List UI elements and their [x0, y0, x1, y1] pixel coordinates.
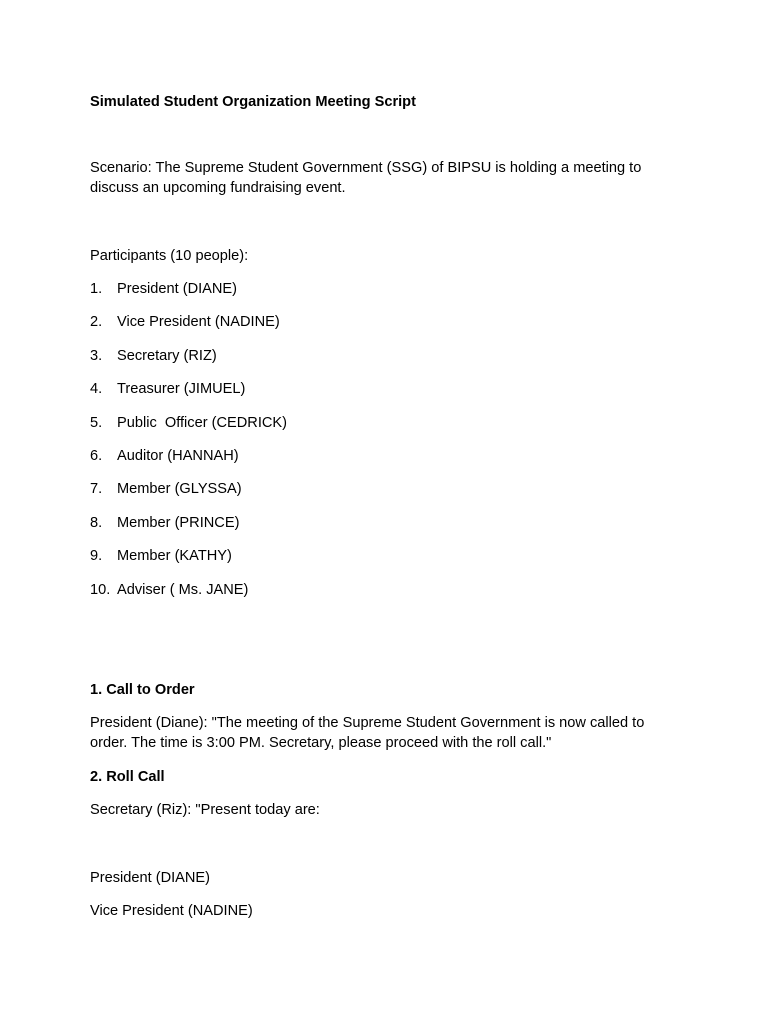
list-item: [90, 413, 287, 446]
participant-name: Auditor (HANNAH): [117, 447, 239, 464]
call-to-order-paragraph: President (Diane): "The meeting of the Supreme Student Government is now called to order. The time is 3:00 PM. Secretary, please proceed with the roll call.": [90, 715, 645, 751]
list-item: [90, 446, 287, 479]
present-member: President (DIANE): [90, 870, 211, 886]
section-heading-roll-call: 2. Roll Call: [90, 769, 165, 785]
list-item: [90, 379, 287, 412]
list-item: [90, 513, 287, 546]
participant-name: Adviser ( Ms. JANE): [117, 581, 249, 598]
list-number: 9.: [90, 548, 103, 565]
section-heading-call-to-order: 1. Call to Order: [90, 682, 195, 698]
participants-label: Participants (10 people):: [90, 248, 249, 264]
list-number: 8.: [90, 514, 103, 531]
scenario-paragraph: Scenario: The Supreme Student Government (SSG) of BIPSU is holding a meeting to discuss an upcoming fundraising event.: [90, 160, 642, 196]
list-number: 2.: [90, 314, 103, 331]
participant-name: Secretary (RIZ): [117, 347, 217, 364]
participant-name: Member (GLYSSA): [117, 481, 242, 498]
participant-name: President (DIANE): [117, 281, 238, 297]
document-title: Simulated Student Organization Meeting Script: [90, 94, 416, 110]
list-item: [90, 312, 287, 345]
participant-name: Public Officer (CEDRICK): [117, 414, 288, 431]
participant-name: Treasurer (JIMUEL): [117, 381, 246, 398]
list-item: [90, 546, 287, 579]
list-item: [90, 346, 287, 379]
participants-list: [90, 279, 287, 613]
list-number: 6.: [90, 447, 103, 464]
list-item: [90, 580, 287, 613]
list-number: 10.: [90, 581, 111, 598]
list-item: [90, 279, 287, 312]
list-number: 3.: [90, 347, 103, 364]
list-number: 7.: [90, 481, 103, 498]
present-member: Vice President (NADINE): [90, 903, 253, 919]
roll-call-paragraph: Secretary (Riz): "Present today are:: [90, 802, 320, 818]
list-number: 4.: [90, 381, 103, 398]
list-number: 5.: [90, 414, 103, 431]
participant-name: Member (KATHY): [117, 548, 232, 565]
list-item: [90, 479, 287, 512]
list-number: 1.: [90, 281, 103, 297]
participant-name: Member (PRINCE): [117, 514, 240, 531]
participant-name: Vice President (NADINE): [117, 314, 280, 331]
